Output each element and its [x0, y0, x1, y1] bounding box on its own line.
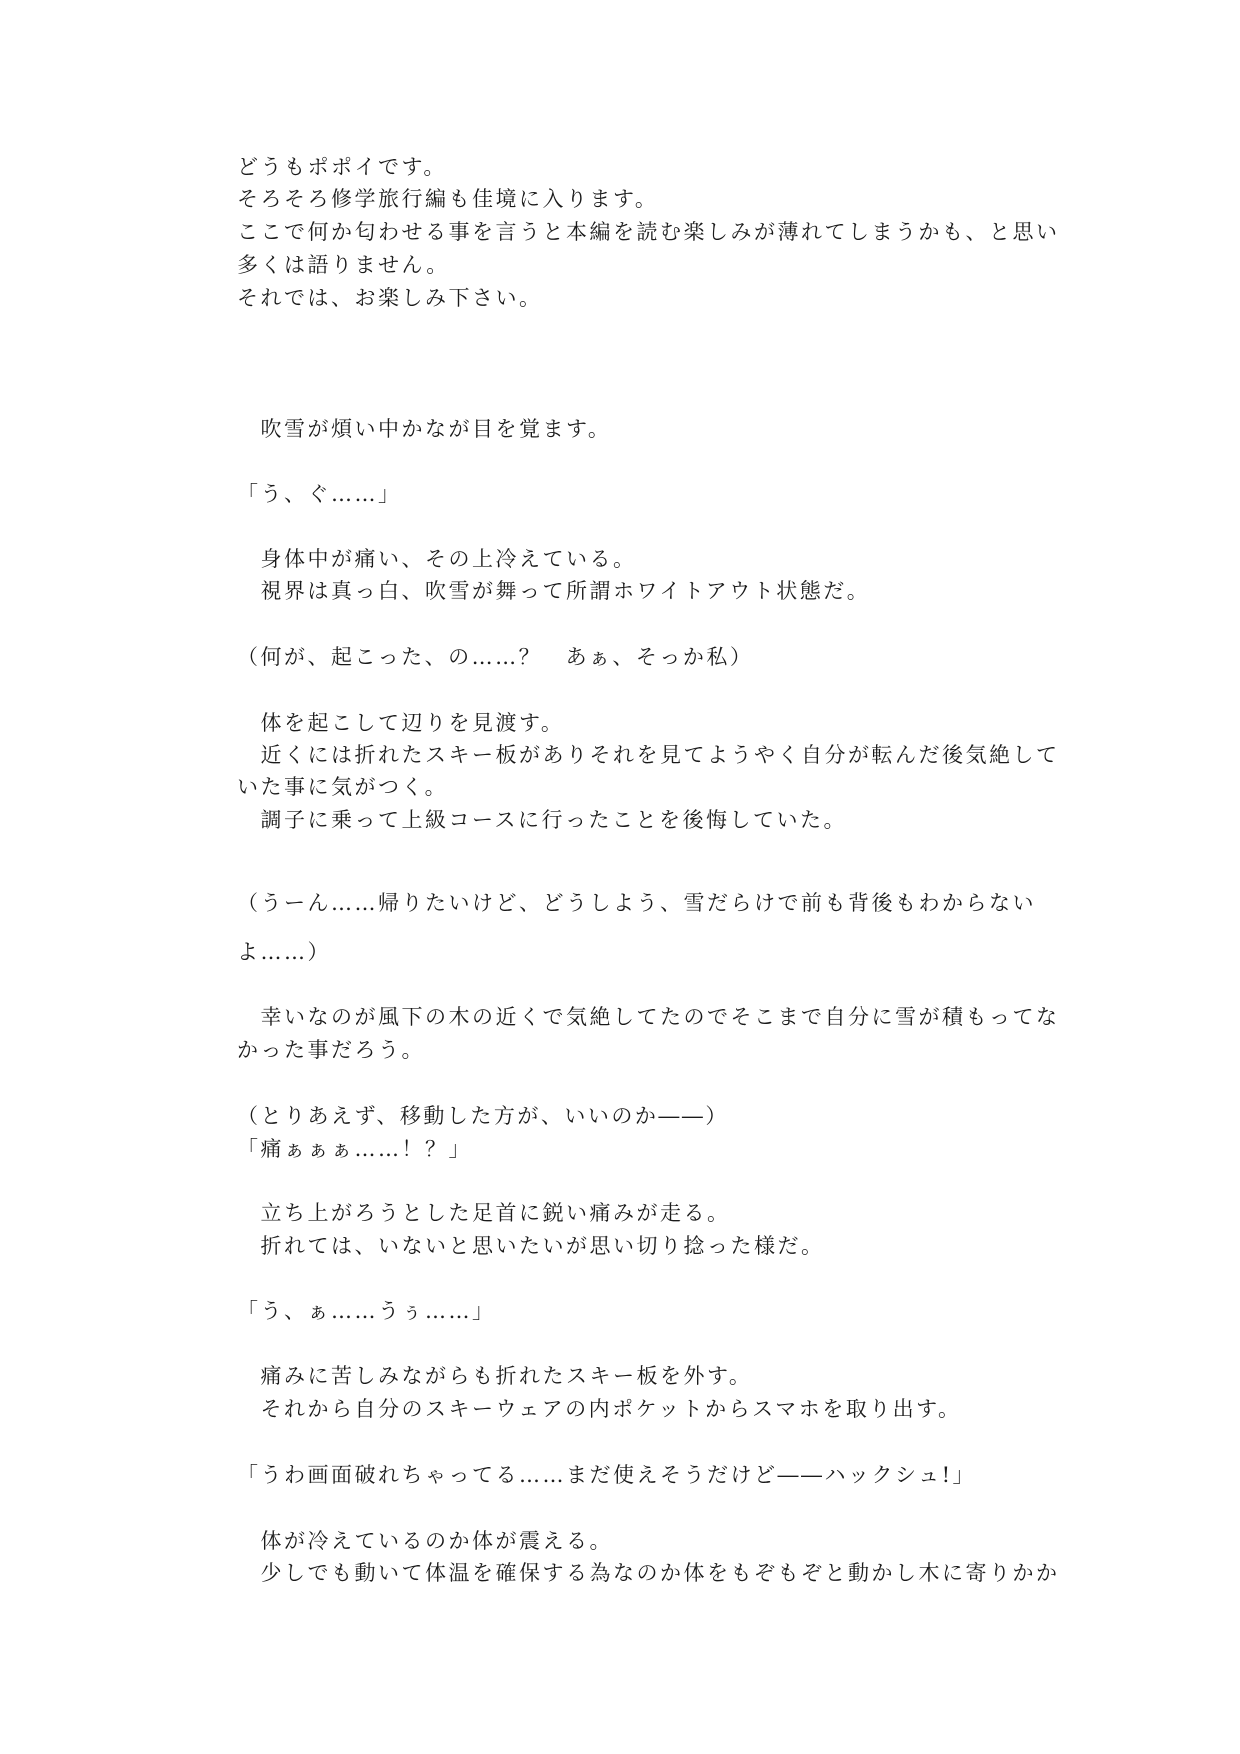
paragraph-line: いた事に気がつく。	[237, 775, 449, 799]
thought-line: （うーん……帰りたいけど、どうしよう、雪だらけで前も背後もわからない	[237, 891, 1036, 915]
paragraph-line: 体を起こして辺りを見渡す。	[237, 711, 565, 735]
paragraph-line: 近くには折れたスキー板がありそれを見てようやく自分が転んだ後気絶して	[237, 743, 1060, 767]
paragraph-line: 視界は真っ白、吹雪が舞って所謂ホワイトアウト状態だ。	[237, 579, 871, 603]
preface-line: ここで何か匂わせる事を言うと本編を読む楽しみが薄れてしまうかも、と思い	[237, 220, 1060, 244]
dialogue-line: 「う、ぁ……うぅ……」	[237, 1299, 496, 1323]
preface-line: 多くは語りません。	[237, 253, 450, 277]
preface-line: それでは、お楽しみ下さい。	[237, 286, 543, 310]
dialogue-line: 「痛ぁぁぁ……！？」	[237, 1137, 472, 1161]
paragraph-line: 折れては、いないと思いたいが思い切り捻った様だ。	[237, 1234, 825, 1258]
dialogue-line: 「う、ぐ……」	[237, 482, 402, 506]
paragraph-line: 身体中が痛い、その上冷えている。	[237, 547, 637, 571]
thought-line: （とりあえず、移動した方が、いいのか――）	[237, 1104, 729, 1128]
paragraph-line: 立ち上がろうとした足首に鋭い痛みが走る。	[237, 1201, 731, 1225]
paragraph-line: 幸いなのが風下の木の近くで気絶してたのでそこまで自分に雪が積もってな	[237, 1005, 1060, 1029]
preface-line: どうもポポイです。	[237, 155, 447, 179]
paragraph-line: かった事だろう。	[237, 1038, 425, 1062]
paragraph-line: 調子に乗って上級コースに行ったことを後悔していた。	[237, 808, 847, 832]
thought-line: （何が、起こった、の……？ あぁ、そっか私）	[237, 645, 754, 669]
paragraph-line: 体が冷えているのか体が震える。	[237, 1529, 613, 1553]
thought-line: よ……）	[237, 940, 331, 964]
paragraph-line: 吹雪が煩い中かなが目を覚ます。	[237, 417, 612, 441]
paragraph-line: 少しでも動いて体温を確保する為なのか体をもぞもぞと動かし木に寄りかか	[237, 1561, 1060, 1585]
paragraph-line: 痛みに苦しみながらも折れたスキー板を外す。	[237, 1364, 753, 1388]
preface-line: そろそろ修学旅行編も佳境に入ります。	[237, 187, 659, 211]
paragraph-line: それから自分のスキーウェアの内ポケットからスマホを取り出す。	[237, 1397, 962, 1421]
dialogue-line: 「うわ画面破れちゃってる……まだ使えそうだけど――ハックシュ!」	[237, 1463, 977, 1487]
